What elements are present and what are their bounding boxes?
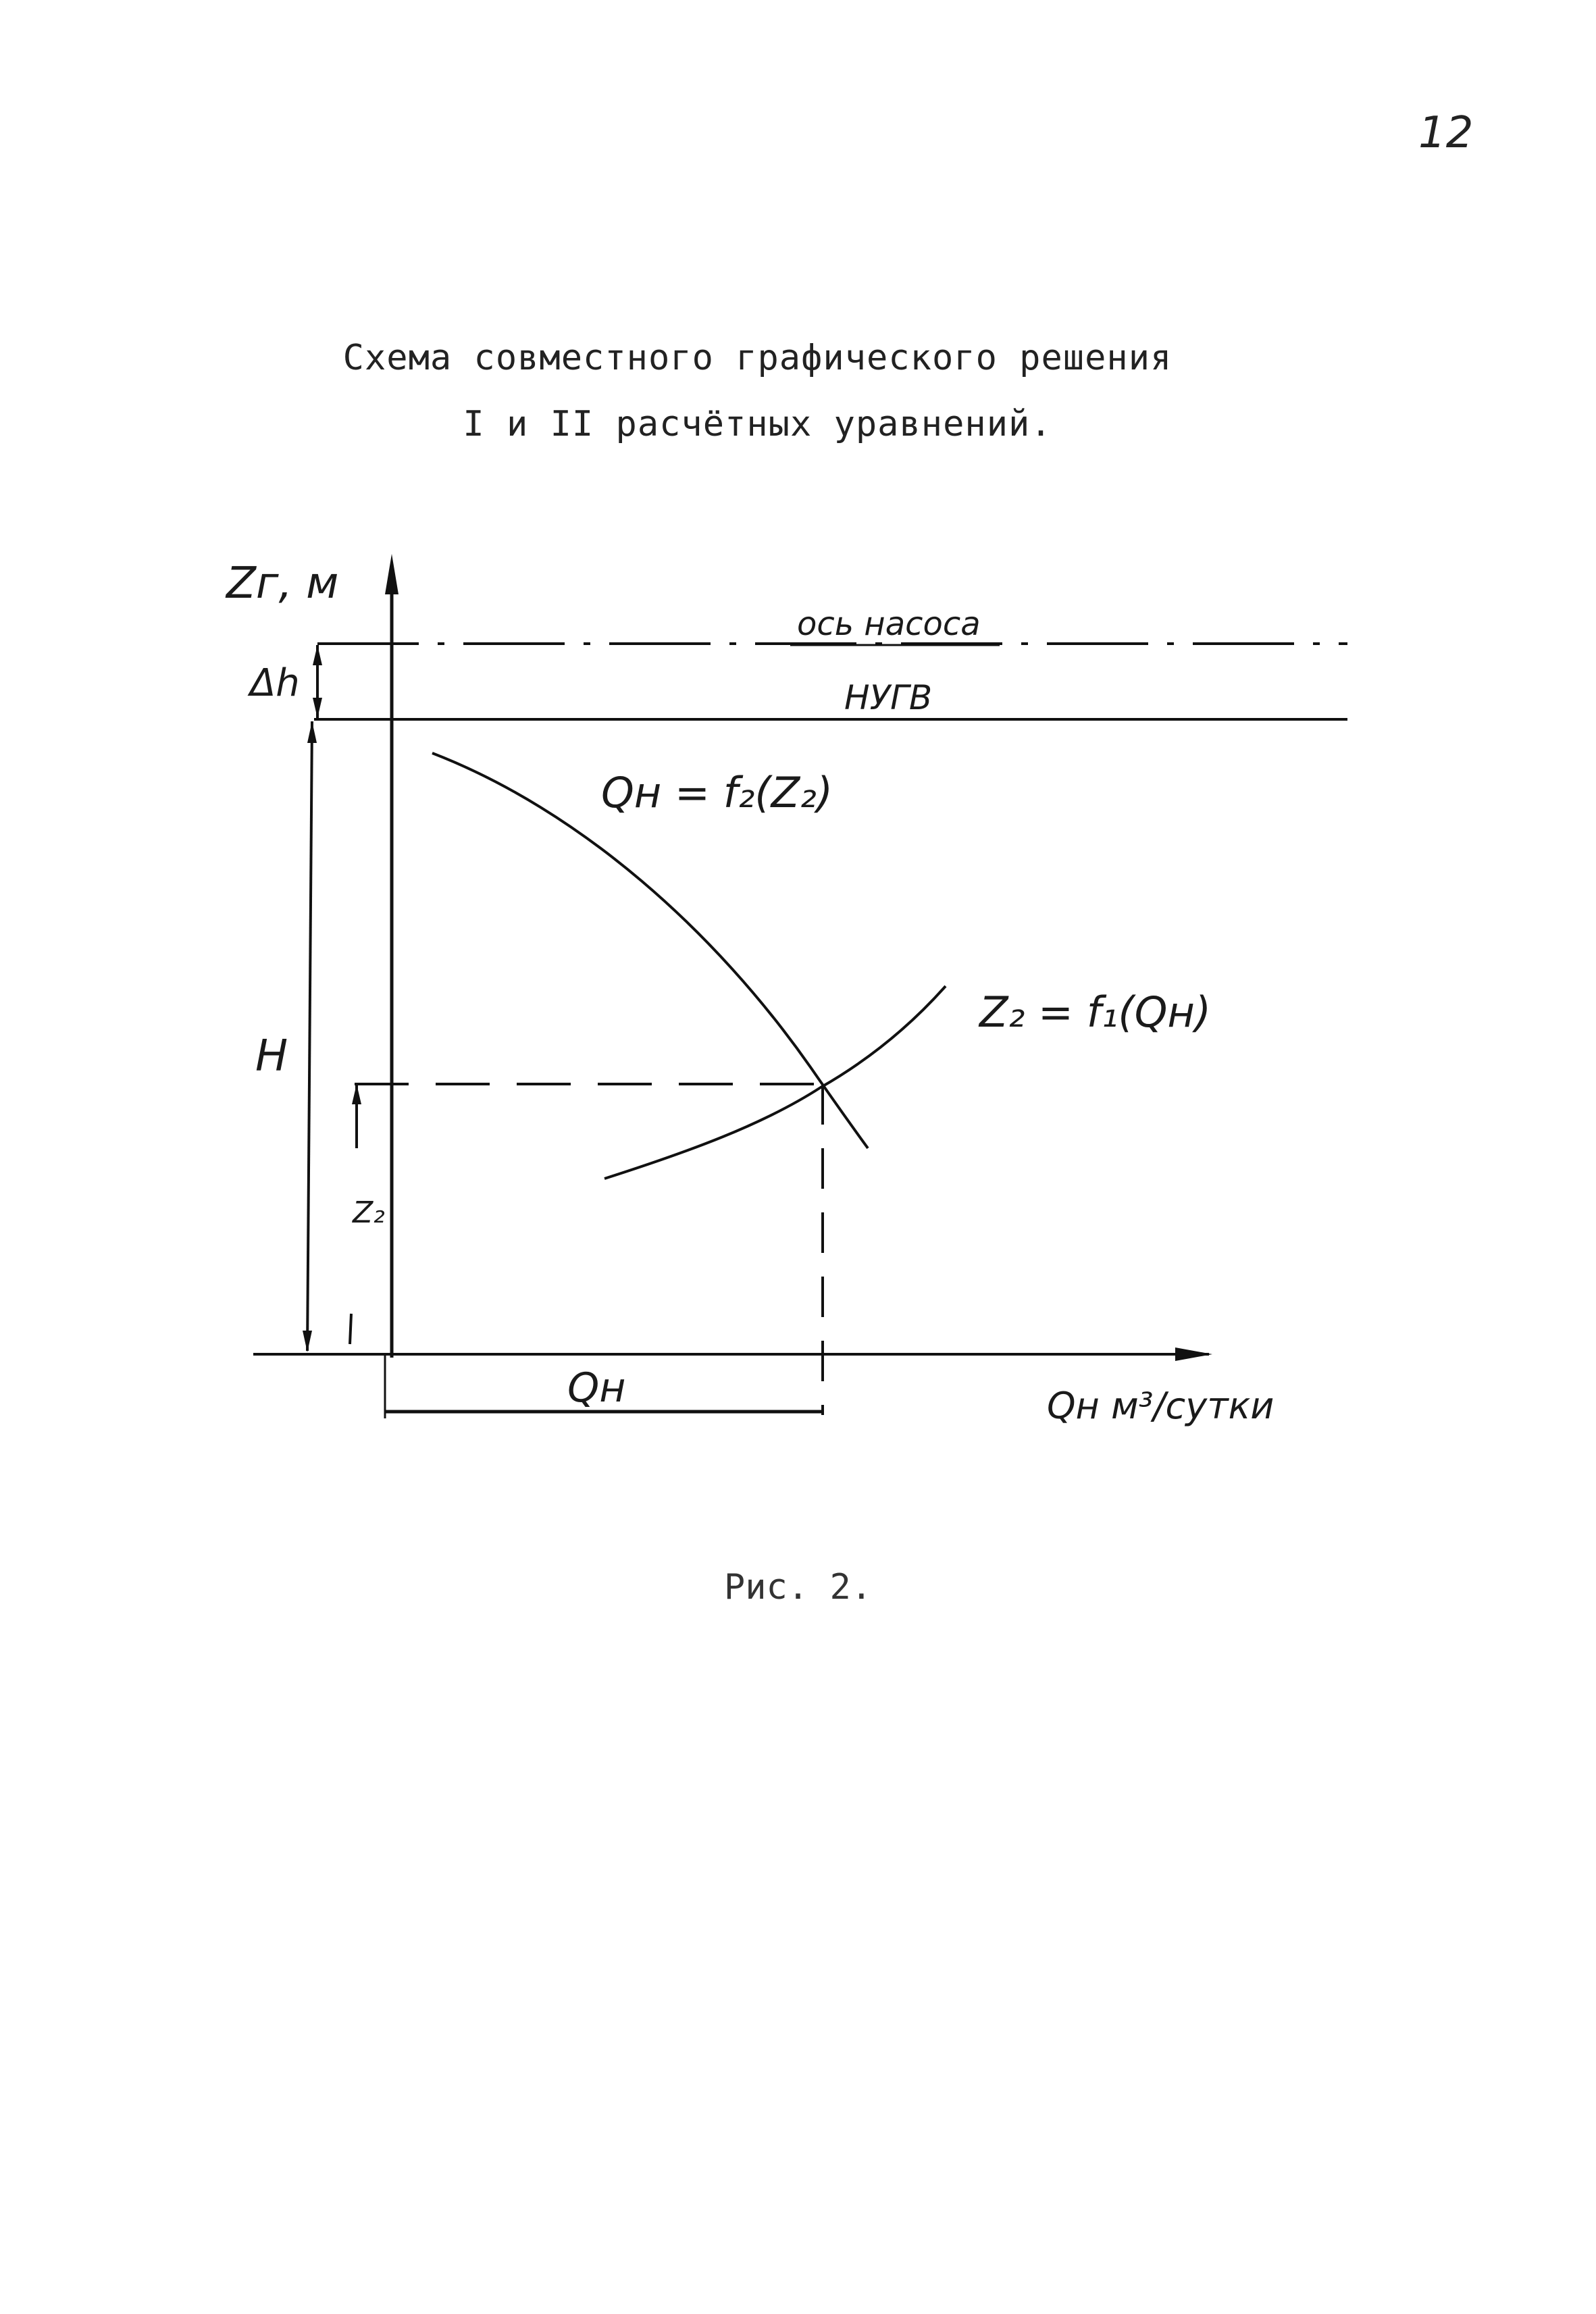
delta-h-arrow-bottom-icon bbox=[313, 698, 322, 718]
figure-title-line-2: I и II расчётных уравнений. bbox=[463, 404, 1052, 444]
x-axis-arrow-icon bbox=[1175, 1347, 1212, 1361]
y-axis-label: Zг, м bbox=[226, 559, 339, 609]
page-number: 12 bbox=[1418, 108, 1474, 158]
x-axis-label: Qн м³/сутки bbox=[1047, 1385, 1275, 1427]
dimension-line-H bbox=[307, 721, 312, 1351]
z2-arrow-tick bbox=[350, 1314, 351, 1344]
curve-z2-f1-qn bbox=[604, 986, 946, 1179]
z2-label: Z₂ bbox=[353, 1195, 385, 1230]
qn-label: Qн bbox=[567, 1364, 626, 1412]
curve-f2-label: Qн = f₂(Z₂) bbox=[601, 768, 833, 817]
pump-axis-label: ось насоса bbox=[797, 605, 981, 643]
z2-arrow-top-icon bbox=[352, 1084, 361, 1104]
delta-h-arrow-top-icon bbox=[313, 645, 322, 665]
figure-title-line-1: Схема совместного графического решения bbox=[342, 338, 1173, 378]
y-axis-arrow-icon bbox=[385, 554, 398, 594]
H-label: H bbox=[255, 1031, 288, 1081]
H-arrow-bottom-icon bbox=[303, 1331, 312, 1352]
curve-f1-label: Z₂ = f₁(Qн) bbox=[979, 987, 1212, 1037]
groundwater-label: НУГВ bbox=[844, 678, 933, 717]
H-arrow-top-icon bbox=[307, 721, 317, 743]
delta-h-label: Δh bbox=[250, 661, 300, 705]
figure-caption: Рис. 2. bbox=[723, 1567, 873, 1608]
